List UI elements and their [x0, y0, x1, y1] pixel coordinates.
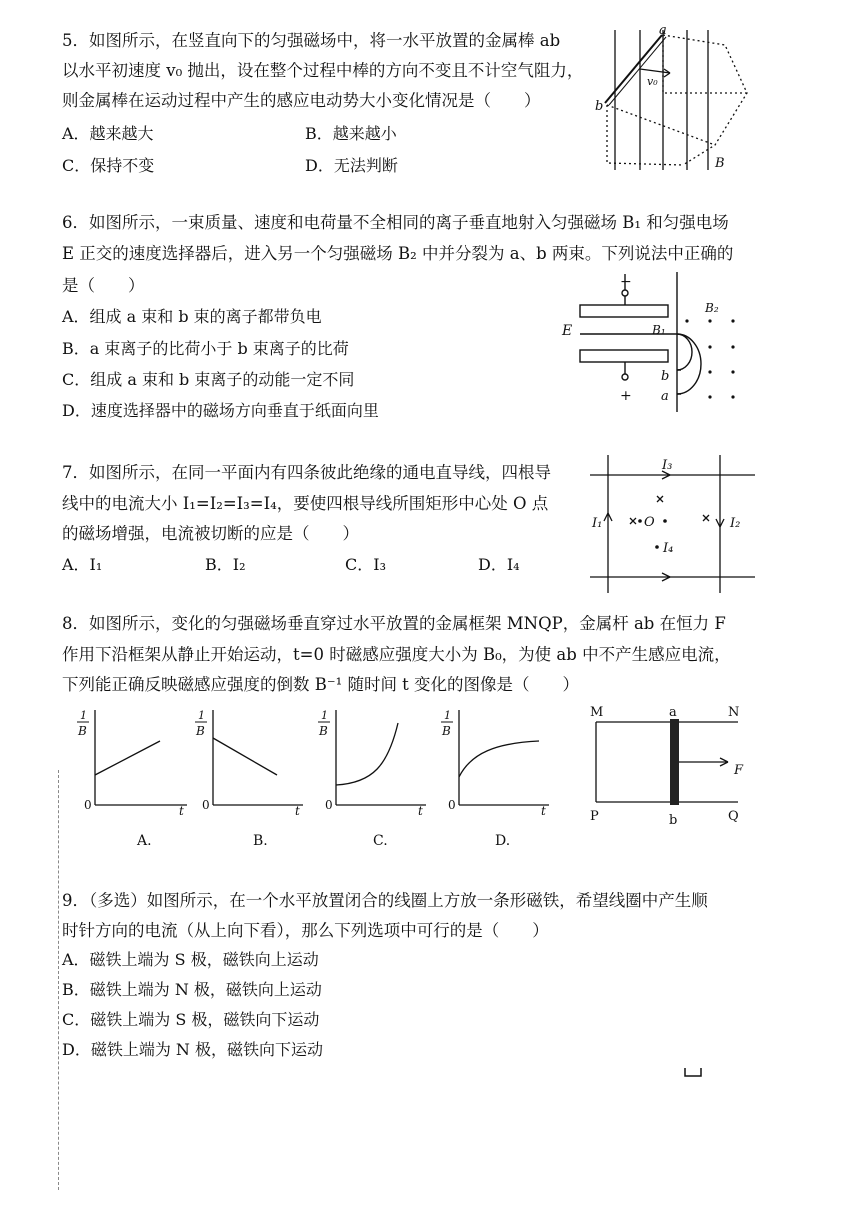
q5-line-2: 以水平初速度 v₀ 抛出，设在整个过程中棒的方向不变且不计空气阻力， — [62, 61, 584, 80]
q8-graph-c[interactable] — [318, 705, 433, 850]
q8-graph-a[interactable] — [75, 705, 190, 850]
q7-label-I1: I₁ — [592, 516, 603, 531]
q8-graph-d-ynum: 1 — [444, 709, 451, 722]
q9-line-1: 9．（多选）如图所示，在一个水平放置闭合的线圈上方放一条形磁铁，希望线圈中产生顺 — [62, 891, 708, 910]
q8-graph-a-xlabel: t — [179, 804, 184, 818]
q6-line-2: E 正交的速度选择器后，进入另一个匀强磁场 B₂ 中并分裂为 a、b 两束。下列说法中正确的 — [62, 244, 734, 263]
q7-label-I2: I₂ — [730, 516, 741, 531]
q8-label-P: P — [590, 809, 599, 824]
q9-option-d[interactable]: D．磁铁上端为 N 极，磁铁向下运动 — [62, 1040, 324, 1059]
q8-graph-a-origin: 0 — [84, 798, 92, 812]
q5-line-3: 则金属棒在运动过程中产生的感应电动势大小变化情况是（ ） — [62, 91, 541, 110]
q8-graph-c-xlabel: t — [418, 804, 423, 818]
q6-option-a[interactable]: A．组成 a 束和 b 束的离子都带负电 — [62, 307, 322, 326]
q7-option-c[interactable]: C．I₃ — [345, 555, 386, 574]
q8-frame-figure — [588, 702, 758, 830]
q6-figure — [560, 272, 760, 412]
q8-graph-a-yden: B — [78, 724, 87, 738]
q8-graph-b-ynum: 1 — [198, 709, 205, 722]
q8-label-b: b — [669, 813, 678, 828]
q6-label-E: E — [562, 323, 573, 339]
q6-line-1: 6．如图所示，一束质量、速度和电荷量不全相同的离子垂直地射入匀强磁场 B₁ 和匀强电场 — [62, 213, 729, 232]
q8-graph-d-origin: 0 — [448, 798, 456, 812]
q8-graph-b-xlabel: t — [295, 804, 300, 818]
q7-line-3: 的磁场增强，电流被切断的应是（ ） — [62, 524, 359, 543]
q7-line-2: 线中的电流大小 I₁=I₂=I₃=I₄，要使四根导线所围矩形中心处 O 点 — [62, 494, 549, 513]
q8-label-F: F — [734, 763, 744, 778]
q5-option-b[interactable]: B．越来越小 — [305, 124, 397, 143]
q8-label-N: N — [728, 705, 740, 720]
q9-option-a[interactable]: A．磁铁上端为 S 极，磁铁向上运动 — [62, 950, 319, 969]
q6-label-B2: B₂ — [705, 301, 719, 315]
q6-plus: + — [620, 388, 632, 404]
q9-option-b[interactable]: B．磁铁上端为 N 极，磁铁向上运动 — [62, 980, 322, 999]
q8-graph-b-curve — [213, 738, 277, 775]
q8-graph-d-curve — [459, 741, 539, 777]
q5-label-B: B — [715, 156, 725, 171]
q6-option-b[interactable]: B．a 束离子的比荷小于 b 束离子的比荷 — [62, 339, 349, 358]
q8-graph-d-label: D. — [495, 833, 511, 849]
q8-graph-d[interactable] — [441, 705, 556, 850]
q5-option-a[interactable]: A．越来越大 — [62, 124, 154, 143]
q8-graph-a-curve — [95, 741, 160, 775]
q9-option-c[interactable]: C．磁铁上端为 S 极，磁铁向下运动 — [62, 1010, 320, 1029]
q8-graph-b-yden: B — [196, 724, 205, 738]
q5-option-d[interactable]: D．无法判断 — [305, 156, 398, 175]
q8-graph-d-yden: B — [442, 724, 451, 738]
q8-label-Q: Q — [728, 809, 739, 824]
q8-graph-c-curve — [336, 723, 398, 785]
q8-graph-c-label: C. — [373, 833, 388, 849]
q7-line-1: 7．如图所示，在同一平面内有四条彼此绝缘的通电直导线，四根导 — [62, 463, 551, 482]
q8-line-1: 8．如图所示，变化的匀强磁场垂直穿过水平放置的金属框架 MNQP，金属杆 ab 在恒力 F — [62, 614, 726, 633]
binding-margin-line — [58, 770, 60, 1190]
q6-label-B1: B₁ — [652, 323, 666, 337]
corner-mark — [683, 1066, 703, 1080]
q8-line-2: 作用下沿框架从静止开始运动，t=0 时磁感应强度大小为 B₀，为使 ab 中不产生感应电流， — [62, 645, 731, 664]
q8-graph-b-origin: 0 — [202, 798, 210, 812]
q8-label-M: M — [590, 705, 604, 720]
q6-option-d[interactable]: D．速度选择器中的磁场方向垂直于纸面向里 — [62, 401, 379, 420]
q8-graph-b[interactable] — [195, 705, 310, 850]
q8-graph-c-ynum: 1 — [321, 709, 328, 722]
q5-label-b: b — [595, 99, 604, 114]
q8-graph-c-yden: B — [319, 724, 328, 738]
q7-label-I3: I₃ — [662, 458, 673, 473]
q7-option-b[interactable]: B．I₂ — [205, 555, 246, 574]
q8-graph-b-label: B. — [253, 833, 268, 849]
q7-option-a[interactable]: A．I₁ — [62, 555, 103, 574]
q6-label-b: b — [661, 369, 670, 384]
q5-option-c[interactable]: C．保持不变 — [62, 156, 155, 175]
q6-minus: − — [620, 274, 632, 290]
q8-graph-d-xlabel: t — [541, 804, 546, 818]
q8-label-a: a — [669, 705, 677, 720]
q8-line-3: 下列能正确反映磁感应强度的倒数 B⁻¹ 随时间 t 变化的图像是（ ） — [62, 675, 580, 694]
q5-line-1: 5．如图所示，在竖直向下的匀强磁场中，将一水平放置的金属棒 ab — [62, 31, 561, 50]
q6-label-a: a — [661, 389, 669, 404]
q5-label-a: a — [659, 23, 667, 38]
q8-graph-c-origin: 0 — [325, 798, 333, 812]
q7-figure — [590, 455, 755, 595]
q5-label-v0: v₀ — [647, 75, 658, 88]
q9-line-2: 时针方向的电流（从上向下看），那么下列选项中可行的是（ ） — [62, 921, 549, 940]
q8-graph-a-label: A. — [137, 833, 152, 849]
q5-figure — [595, 25, 765, 175]
q7-label-I4: I₄ — [663, 541, 674, 556]
q8-graph-a-ynum: 1 — [80, 709, 87, 722]
q6-line-3: 是（ ） — [62, 276, 145, 295]
q7-label-O: O — [644, 515, 655, 530]
q7-option-d[interactable]: D．I₄ — [478, 555, 520, 574]
q6-option-c[interactable]: C．组成 a 束和 b 束离子的动能一定不同 — [62, 370, 355, 389]
